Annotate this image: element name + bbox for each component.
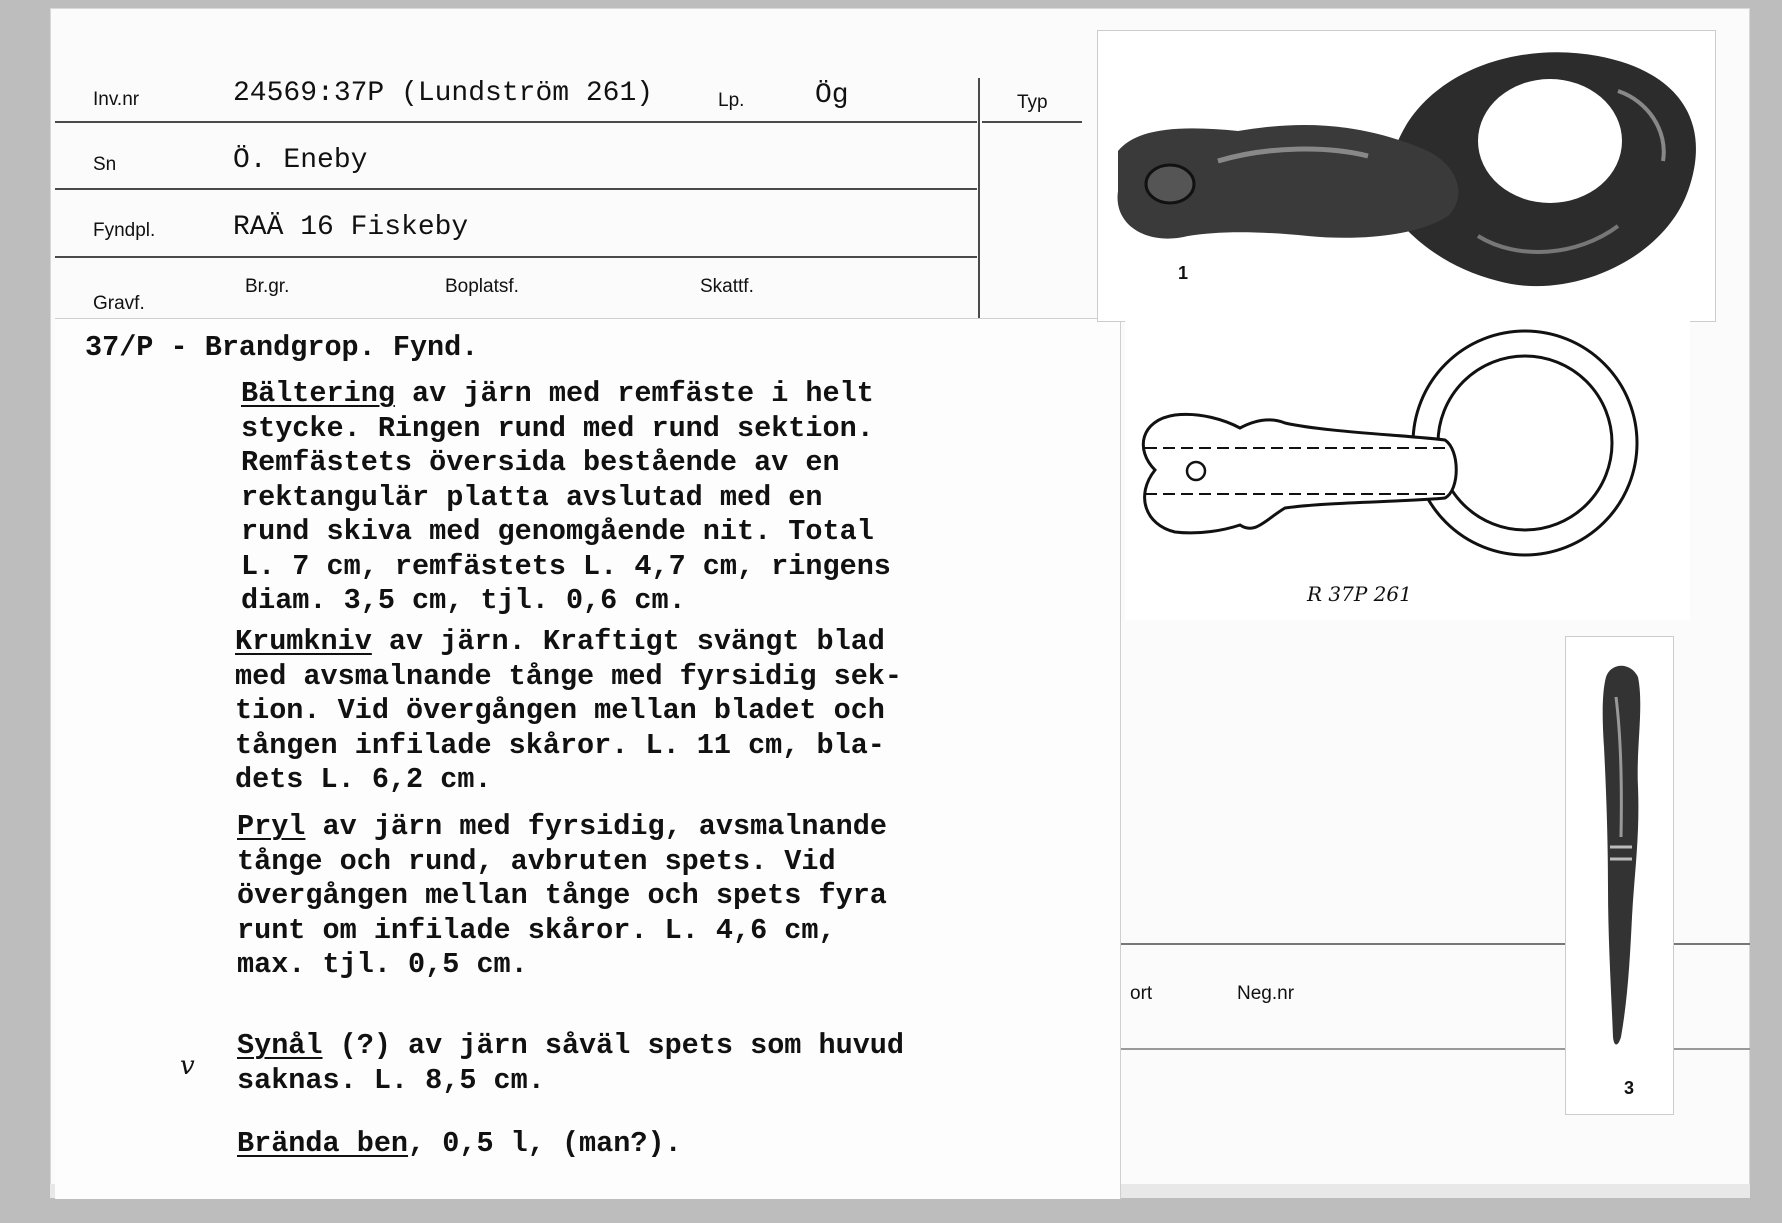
item-line: rektangulär platta avslutad med en [241, 480, 823, 514]
column-divider [978, 78, 980, 328]
figure-label-1: 1 [1178, 263, 1189, 283]
inv-label: Inv.nr [93, 89, 140, 110]
figure-label-3: 3 [1624, 1078, 1635, 1098]
item-title: Pryl [237, 810, 306, 843]
gravf-label: Gravf. [93, 293, 145, 314]
item-title: Bältering [241, 377, 395, 410]
fyndpl-label: Fyndpl. [93, 220, 156, 241]
item-title: Krumkniv [235, 625, 372, 658]
item-krumkniv [235, 625, 902, 798]
inv-value: 24569:37P (Lundström 261) [233, 78, 654, 109]
item-line: rund skiva med genomgående nit. Total [241, 515, 874, 548]
sn-label: Sn [93, 154, 117, 175]
item-baltering [241, 377, 891, 619]
item-line: Remfästets översida bestående av en [241, 446, 840, 479]
item-line: dets L. 6,2 cm. [235, 763, 492, 796]
item-line: runt om infilade skåror. L. 4,6 cm, [237, 913, 836, 947]
item-line: max. tjl. 0,5 cm. [237, 948, 528, 981]
item-line: av järn med remfäste i helt [394, 377, 874, 410]
item-line: med avsmalnande tånge med fyrsidig sek- [235, 659, 903, 693]
check-mark: v [180, 1051, 195, 1081]
belt-ring-drawing [1125, 320, 1690, 620]
row-divider [55, 188, 977, 190]
item-title: Brända ben [237, 1127, 409, 1160]
sn-value: Ö. Eneby [233, 145, 368, 176]
ort-label: ort [1130, 983, 1153, 1004]
item-line: diam. 3,5 cm, tjl. 0,6 cm. [241, 584, 686, 617]
fyndpl-value: RAÄ 16 Fiskeby [233, 212, 469, 243]
item-branda-ben [237, 1127, 682, 1162]
photo-belt-ring [1097, 30, 1716, 322]
belt-ring-image [1098, 31, 1715, 321]
item-line: övergången mellan tånge och spets fyra [237, 879, 887, 912]
item-line: av järn. Kraftigt svängt blad [371, 625, 885, 658]
typed-slip [55, 318, 1121, 1199]
brgr-label: Br.gr. [245, 276, 290, 297]
item-line: saknas. L. 8,5 cm. [237, 1063, 545, 1097]
photo-awl [1565, 636, 1674, 1115]
typ-label: Typ [1017, 92, 1048, 113]
row-divider [982, 121, 1082, 123]
item-line: tion. Vid övergången mellan bladet och [235, 694, 885, 727]
item-pryl [237, 810, 887, 983]
negnr-label: Neg.nr [1237, 983, 1295, 1004]
item-line: av järn med fyrsidig, avsmalnande [305, 810, 887, 843]
row-divider [55, 256, 977, 258]
item-title: Synål [237, 1029, 323, 1062]
entry-heading: 37/P - Brandgrop. Fynd. [85, 331, 479, 364]
lp-label: Lp. [718, 90, 745, 111]
drawing-belt-ring [1125, 320, 1690, 620]
item-line: L. 7 cm, remfästets L. 4,7 cm, ringens [241, 549, 891, 583]
item-synal [237, 1029, 904, 1098]
skattf-label: Skattf. [700, 276, 754, 297]
item-line: tången infilade skåror. L. 11 cm, bla- [235, 728, 885, 762]
item-line: (?) av järn såväl spets som huvud [322, 1029, 905, 1062]
drawing-note: R 37P 261 [1307, 582, 1412, 606]
boplatsf-label: Boplatsf. [445, 276, 519, 297]
lp-value: Ög [815, 80, 849, 111]
awl-image [1566, 637, 1673, 1114]
item-line: , 0,5 l, (man?). [408, 1127, 682, 1160]
item-line: tånge och rund, avbruten spets. Vid [237, 844, 836, 878]
item-line: stycke. Ringen rund med rund sektion. [241, 411, 874, 445]
row-divider [55, 121, 977, 123]
